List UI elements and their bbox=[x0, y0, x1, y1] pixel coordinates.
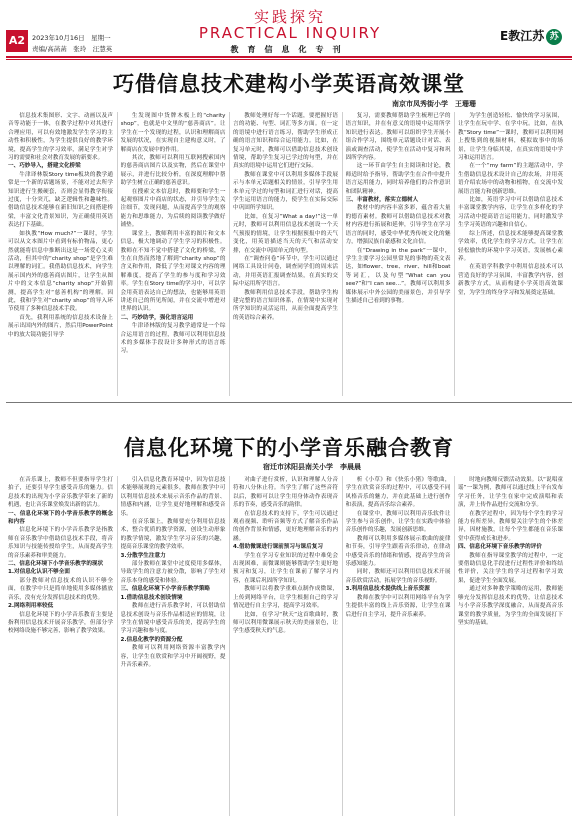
body-paragraph: 在教学过程中，因为每个学生的学习能力有所差异，教师要关注学生的个体差异，因材施教，让每个学生都能在音乐课堂中获得成长和进步。 bbox=[458, 510, 563, 542]
column-divider bbox=[117, 112, 118, 396]
section-heading: 3.分散学生注意力 bbox=[120, 552, 166, 559]
body-paragraph: 复习，需要教师帮助学生梳理已学的语言知识，并在有意义的语境中运用所学知识进行表达。教师可以组织学生开展小组合作学习，围绕单元话题设计对话、表演或调查活动，使学生在活动中复习和巩固所学内容。 bbox=[345, 113, 451, 162]
section-heading: 二、信息化环境下小学音乐教学的现状 bbox=[8, 561, 104, 568]
body-paragraph: 为学生创造轻松、愉快的学习氛围，让学生在玩中学、在学中玩。比如，在执教“Story time”一课时，教师可以利用网上搜集到的视频材料，模拟故事中的场景，让学生身临其境，在真实的语境中学习和运用语言。 bbox=[458, 113, 563, 162]
section-heading: 1.对信息化认识不够全面 bbox=[8, 569, 70, 576]
article1-column-4 bbox=[346, 112, 451, 396]
article2-column-5 bbox=[458, 476, 563, 816]
body-paragraph: 同时，教师还可以利用信息技术开展音乐欣赏活动，拓展学生的音乐视野。 bbox=[345, 569, 451, 584]
section-heading: 2.信息化教学的资源分配 bbox=[120, 636, 183, 643]
article1-column-3 bbox=[233, 112, 338, 396]
column-divider bbox=[342, 476, 343, 816]
section-heading: 1.借助信息技术创设情境 bbox=[120, 594, 183, 601]
section-heading: 3.利用信息技术提供线上音乐资源 bbox=[345, 586, 430, 593]
body-paragraph: 信息技术集图形、文字、动画以及声音等功能于一体，在教学过程中对其进行合理应用，可以有效地激发学生学习的主动性和积极性，为学生提供良好的教学环境，提高学生的学习效率，满足学生对学习的需要和社会对教育发展的新要求。 bbox=[8, 113, 113, 162]
body-paragraph: 综上所述，信息技术能够提高课堂教学效率，优化学生的学习方式，让学生在轻松愉快的环境中学习英语，发展核心素养。 bbox=[458, 230, 563, 262]
body-paragraph: 教师处理好每一个话题，要把握好语言的功能、句型、词汇等多方面。在一定的语境中进行语言练习，帮助学生形成正确的语言知识和综合运用能力。比如，在复习单元时，教师可以借助信息技术创设情境，帮助学生复习已学过的句型，并在真实的语境中运用它们进行交际。 bbox=[233, 113, 338, 170]
article2-column-4 bbox=[346, 476, 451, 816]
section-heading: 一、信息化环境下的小学音乐教学的概念和内容 bbox=[8, 510, 113, 526]
article1-column-2 bbox=[121, 112, 226, 396]
body-paragraph: 在音乐课上，教师不但要指导学生打拍子，还要引导学生感受音乐的魅力。信息技术的出现为小学音乐教学带来了新的机遇，也让音乐课堂焕发出新的活力。 bbox=[8, 477, 113, 509]
column-divider bbox=[454, 112, 455, 396]
body-paragraph: 在课堂中，教师可以利用音乐软件让学生参与音乐创作，让学生在实践中体验音乐创作的乐趣，发展创新思维。 bbox=[345, 510, 451, 534]
section-heading: 三、信息化环境下小学音乐教学策略 bbox=[120, 586, 211, 593]
body-paragraph: 在英语学科教学中利用信息技术可以营造良好的学习氛围，丰富教学内容，创新教学方式，从而构建小学英语高效课堂，为学生的终身学习和发展奠定基础。 bbox=[458, 264, 563, 296]
body-paragraph: 教师可以将教学重难点制作成微课，上传到网络平台，让学生根据自己的学习情况进行自主学习，提高学习效率。 bbox=[233, 586, 338, 610]
column-divider bbox=[229, 112, 230, 396]
body-paragraph: 在“Drawing in the park”一课中，学生主要学习公园里常见的事物的英文表达，如flower、tree、river、hill和boat等词汇，以及句型“What can you see?”和“I can see…”。教师可以利用多媒体展示中外公园的美丽景色，并引导学生描述自己看到的事物。 bbox=[345, 247, 451, 304]
column-title-en: PRACTICAL INQUIRY bbox=[198, 24, 382, 42]
section-heading: 四、信息化环境下音乐教学的评价 bbox=[458, 544, 542, 551]
body-paragraph: 首先，我利用系统的信息技术设备上展示出国内外的图片，然后用PowerPoint中的放大镜功能引导学 bbox=[8, 314, 113, 338]
body-paragraph: 教师在教学中可以利用网络平台为学生提供丰富的线上音乐资源，让学生在课后进行自主学习，提升音乐素养。 bbox=[345, 594, 451, 618]
logo-text: E教江苏 bbox=[500, 29, 545, 43]
body-paragraph: 其次，教师可以利用互联网搜索国内的慈善商店图片以及实物，然后在课堂中展示，并进行比较分析，在深度理解中帮助学生树立正确的慈善意识。 bbox=[120, 155, 226, 187]
column-divider bbox=[229, 476, 230, 816]
body-paragraph: 生发现图中货牌木板上的“charity shop”，也就是中文里的“慈善商店”。让学生在一个发现的过程，认识和理解商店发展的状况，在实现自主建构意义时，了解商店在发展中的作用。 bbox=[120, 113, 226, 153]
body-paragraph: 如执教“How much?”一课时，学生可以从文本图片中看到有标价物品，更心然就能将信息中推断出这是一场爱心义卖活动，但其中的“charity shop”是学生难以理解的词汇。我借助信息技术，向学生展示国内外的慈善商店图片，让学生从图片中的文本信息“charity shop”开始猜测，提高学生对“慈善机构”的理解。因此，我和学生对“charity shop”的导入环节使用了多种信息技术手段。 bbox=[8, 230, 113, 313]
body-paragraph: 在“调查问卷”环节中，学生可以通过网络工具设计问卷，调查同学们的周末活动，并用英语汇报调查结果，在真实的交际中运用所学语言。 bbox=[233, 255, 338, 288]
article1-title: 巧借信息技术建构小学英语高效课堂 bbox=[113, 72, 465, 96]
column-subtitle: 教育信息化专刊 bbox=[230, 45, 350, 54]
masthead-rule bbox=[6, 56, 572, 58]
body-paragraph: 教师在指导课堂教学的过程中，一定要借助信息化手段进行过程性评价和终结性评价，关注学生的学习过程和学习效果，促进学生全面发展。 bbox=[458, 552, 563, 584]
body-paragraph: 教材中的内容丰富多彩，蕴含着大量的德育素材。教师可以借助信息技术对教材内容进行拓展和延伸，引导学生在学习语言的同时，感受中华优秀传统文化的魅力，增强民族自豪感和文化自信。 bbox=[345, 205, 451, 246]
article2-column-3 bbox=[233, 476, 338, 816]
section-heading: 2.网络利用率较低 bbox=[8, 603, 54, 610]
column-divider bbox=[454, 476, 455, 816]
body-paragraph: 时地向教师反馈活动效果。以“说唱童谣”一课为例，教师可以通过线上平台发布学习任务，让学生在家中完成演唱和表演，并上传作品进行交流和分享。 bbox=[458, 477, 563, 509]
masthead bbox=[0, 0, 578, 62]
column-divider bbox=[117, 476, 118, 816]
article-separator bbox=[6, 402, 572, 403]
body-paragraph: 教师可以利用多媒体展示歌曲的旋律和节奏，引导学生跟着音乐律动，在律动中感受音乐的情绪和情感，提高学生的音乐感知能力。 bbox=[345, 535, 451, 568]
article1-byline: 南京市凤秀街小学 王珊珊 bbox=[392, 100, 476, 108]
body-paragraph: 牛津译林版的复习教学通常是一个综合运用语言的过程，教师可以利用信息技术的多媒体手段设计多种形式的语言练习。 bbox=[120, 323, 226, 355]
body-paragraph: 教师在进行音乐教学时，可以借助信息技术创设与音乐作品相适应的情境，让学生在情境中感受音乐的美，提高学生的学习兴趣和参与度。 bbox=[120, 603, 226, 635]
body-paragraph: 部分教师在课堂中过度使用多媒体，导致学生的注意力被分散，影响了学生对音乐本身的感受和体验。 bbox=[120, 561, 226, 584]
page-number-badge: A2 bbox=[6, 30, 28, 52]
column-title-cn: 实践探究 bbox=[253, 8, 326, 26]
masthead-rule-thin bbox=[6, 59, 572, 60]
section-heading: 二、巧妙助学，强化语言运用 bbox=[120, 314, 194, 321]
article1-column-1 bbox=[8, 112, 113, 396]
body-paragraph: 教师在课堂中可以利用多媒体手段展示与本单元话题相关的情景，引导学生用本单元学过的句型和词汇进行对话，提高学生运用语言的能力，使学生在实际交际中巩固所学知识。 bbox=[233, 171, 338, 212]
section-heading: 一、巧妙导入，搭建文化桥梁 bbox=[8, 163, 81, 170]
brand-logo bbox=[500, 27, 562, 45]
body-paragraph: 比如，英语学习中可以借助信息技术丰富课堂教学内容，让学生在多样化的学习活动中提高语言运用能力，同时激发学生学习英语的兴趣和自信心。 bbox=[458, 197, 563, 229]
body-paragraph: 在音乐课上，教师要充分利用信息技术，整合优质的教学资源，创设生动形象的教学情境，激发学生学习音乐的兴趣，提高音乐课堂的教学效率。 bbox=[120, 519, 226, 551]
body-paragraph: 对曲子进行赏析，认识和理解人分音符和八分休止符。当学生了解了这些音符以后，教师可以让学生用身体动作表现音乐的节奏，感受音乐的韵律。 bbox=[233, 477, 338, 509]
article2-title: 信息化环境下的小学音乐融合教育 bbox=[124, 436, 454, 460]
section-heading: 三、丰富教材，落实立德树人 bbox=[345, 197, 419, 204]
article2-column-2 bbox=[121, 476, 226, 816]
body-paragraph: 在信息技术的支持下，学生可以通过观看视频、聆听音频等方式了解音乐作品的创作背景和情感，更好地理解音乐的内涵。 bbox=[233, 510, 338, 542]
article2-byline: 宿迁市沭阳县南关小学 李晨晨 bbox=[263, 463, 361, 471]
logo-badge-icon: 苏 bbox=[546, 29, 562, 45]
body-paragraph: 信息化环境下的小学音乐教学是指教师在音乐教学中借助信息技术手段，将音乐知识与技能传授给学生，从而提高学生的音乐素养和审美能力。 bbox=[8, 527, 113, 559]
issue-date: 2023年10月16日 星期一 bbox=[32, 34, 111, 42]
body-paragraph: 教师可以利用网络资源丰富教学内容，让学生在欣赏和学习中开阔视野，提升音乐素养。 bbox=[120, 645, 226, 668]
article1-column-5 bbox=[458, 112, 563, 396]
body-paragraph: 课堂上，教师利用丰富的图片和文本信息，极大地调动了学生学习的积极性。教师在不知不觉中搭建了文化的桥梁，学生在自然而然地了解到“charity shop”的含义和作用，降低了学生对课文内容的理解难度，提高了学生的参与度和学习效率。学生在Story time的学习中，可以学会用英语表达自己的想法，也能够用英语讲述自己的所见所闻，并在交流中增进对世界的认识。 bbox=[120, 230, 226, 313]
body-paragraph: 比如，在学习“秋天”这首歌曲时，教师可以利用微课展示秋天的美丽景色，让学生感受秋天的气息。 bbox=[233, 611, 338, 635]
body-paragraph: 部分教师对信息技术的认识不够全面，在教学中只是简单地使用多媒体播放音乐，没有充分发挥信息技术的优势。 bbox=[8, 577, 113, 601]
body-paragraph: 信息化环境下的小学音乐教育主要是指利用信息技术开展音乐教学，但部分学校网络设施不够完善，影响了教学效果。 bbox=[8, 611, 113, 635]
body-paragraph: 教师利用信息技术手段，帮助学生构建完整的语言知识体系，在情境中实现对所学知识的灵活运用，从而全面提高学生的英语综合素养。 bbox=[233, 289, 338, 321]
body-paragraph: 通过对多种教学策略的运用，教师能够充分发挥信息技术的优势，让信息技术与小学音乐教学深度融合，从而提高音乐课堂的教学质量，为学生的全面发展打下坚实的基础。 bbox=[458, 586, 563, 626]
body-paragraph: 学生在学习专业知识的过程中难免会出现困难，而微课则能够帮助学生更好地预习和复习，让学生在课前了解学习内容，在课后巩固所学知识。 bbox=[233, 552, 338, 584]
column-divider bbox=[342, 112, 343, 396]
body-paragraph: 牛津译林版Story time板块的教学通常是一个新的话题场景，不能对过去所学知识进行生搬硬套，否则会显得教学衔接过度，十分突兀，缺乏逻辑性和趣味性。借助信息技术能够在新旧知识之间搭建桥梁，丰富文化背景知识，为正确使用英语表达打下基础。 bbox=[8, 171, 113, 229]
body-paragraph: 引入信息化教育环境中，因为信息技术能够展现的元素很多，教师在教学中可以利用信息技术来展示音乐作品的背景、情感和内涵，让学生更好地理解和感受音乐。 bbox=[120, 477, 226, 517]
body-paragraph: 析《小草》和《快乐小猪》等歌曲，学生在欣赏音乐的过程中，可以感受不同风格音乐的魅力，并在此基础上进行创作和表演，提高音乐综合素养。 bbox=[345, 477, 451, 509]
body-paragraph: 这一环节由学生自主阅读和讨论，教师适时给予指导，帮助学生在合作中提升语言运用能力，同时培养他们的合作意识和团队精神。 bbox=[345, 163, 451, 195]
editors-line: 责编/高菡菡 张玲 汪慧英 bbox=[32, 45, 113, 53]
body-paragraph: 在一个“my farm”的主题活动中，学生借助信息技术设计自己的农场，并用英语介绍农场中的动物和植物，在交流中发展语言能力和创新思维。 bbox=[458, 163, 563, 195]
section-heading: 4.借助微课进行课前预习与课后复习 bbox=[233, 544, 323, 551]
article2-column-1 bbox=[8, 476, 113, 816]
body-paragraph: 在搜索文本信息时，教师要和学生一起观察图片中商店的状态，并引导学生关注细节，发现问题，从而提高学生的观察能力和思维能力，为后续的阅读教学做好铺垫。 bbox=[120, 188, 226, 229]
body-paragraph: 比如，在复习“What a day!”这一单元时，教师可以利用信息技术创设一个天气预报的情境，让学生根据预报中的天气变化，用英语描述当天的天气和活动安排，在交流中巩固单元的句型。 bbox=[233, 213, 338, 254]
